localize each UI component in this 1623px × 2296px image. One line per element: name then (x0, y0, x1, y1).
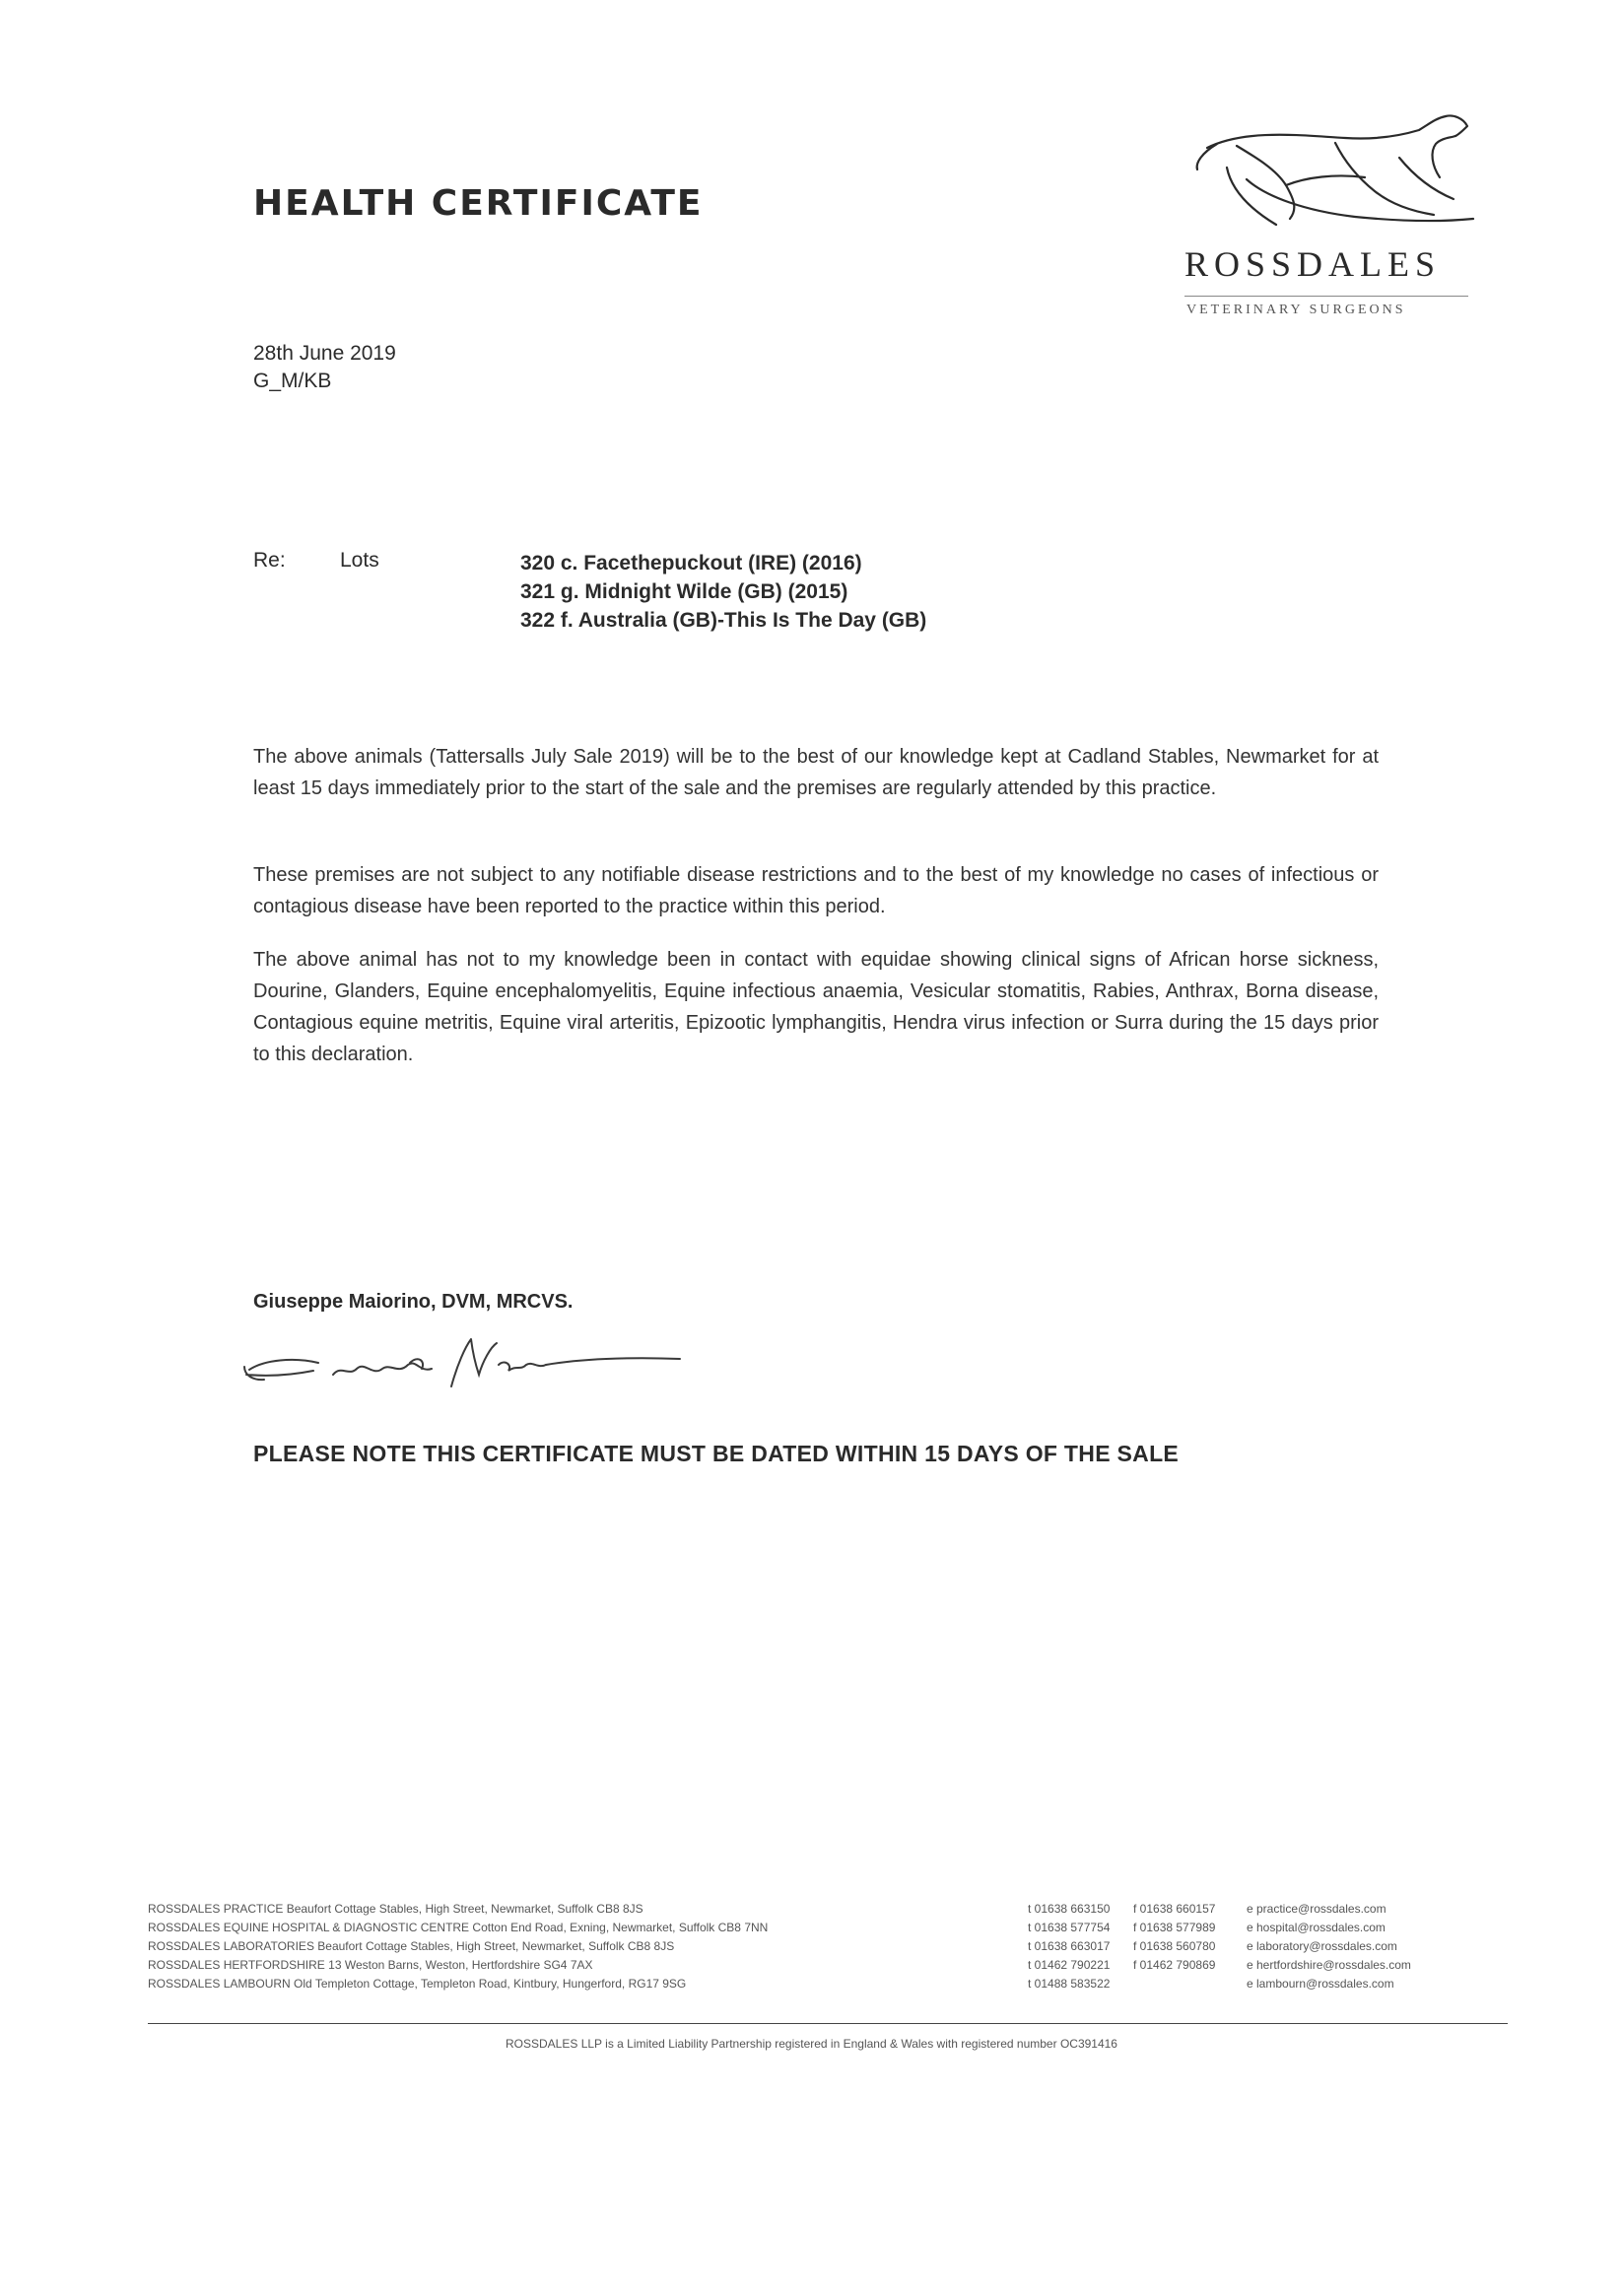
footer-address: ROSSDALES LABORATORIES Beaufort Cottage Stables, High Street, Newmarket, Suffolk CB8 8JS (148, 1939, 675, 1953)
paragraph-premises: The above animals (Tattersalls July Sale 2019) will be to the best of our knowledge kept at Cadland Stables, Newmarket for at least 15 days immediately prior to the start of the sale and the premises are regularly attended by this practice. (253, 746, 1379, 799)
logo-name: ROSSDALES (1184, 244, 1442, 284)
footer-row (148, 1939, 1508, 1958)
galloping-horse-icon (1187, 108, 1483, 236)
logo-subtitle: VETERINARY SURGEONS (1186, 303, 1406, 317)
footer-divider (148, 2023, 1508, 2024)
certificate-date: 28th June 2019 (253, 342, 396, 365)
footer-telephone: t 01638 577754 (1028, 1921, 1111, 1934)
lot-item: 321 g. Midnight Wilde (GB) (2015) (520, 580, 848, 603)
legal-notice: ROSSDALES LLP is a Limited Liability Partnership registered in England & Wales with registered number OC391416 (506, 2037, 1117, 2051)
rossdales-logo (1163, 108, 1488, 330)
footer-email: e hertfordshire@rossdales.com (1247, 1958, 1411, 1972)
footer-telephone: t 01462 790221 (1028, 1958, 1111, 1972)
document-title: HEALTH CERTIFICATE (253, 183, 704, 224)
footer-address: ROSSDALES PRACTICE Beaufort Cottage Stables, High Street, Newmarket, Suffolk CB8 8JS (148, 1902, 643, 1916)
footer-address: ROSSDALES EQUINE HOSPITAL & DIAGNOSTIC CENTRE Cotton End Road, Exning, Newmarket, Suffolk CB8 7NN (148, 1921, 769, 1934)
footer-email: e hospital@rossdales.com (1247, 1921, 1386, 1934)
logo-divider (1184, 296, 1468, 297)
footer-fax: f 01638 660157 (1133, 1902, 1216, 1916)
lot-item: 320 c. Facethepuckout (IRE) (2016) (520, 552, 862, 574)
footer-telephone: t 01488 583522 (1028, 1977, 1111, 1991)
paragraph-disease-restrictions: These premises are not subject to any notifiable disease restrictions and to the best of my knowledge no cases of infectious or contagious disease have been reported to the practice within this period. (253, 864, 1379, 917)
footer-row (148, 1921, 1508, 1939)
paragraph-contact-declaration: The above animal has not to my knowledge been in contact with equidae showing clinical signs of African horse sickness, Dourine, Glanders, Equine encephalomyelitis, Equine infectious anaemia, Vesicular stomatitis, Rabies, Anthrax, Borna disease, Contagious equine metritis, Equine viral arteritis, Epizootic lymphangitis, Hendra virus infection or Surra during the 15 days prior to this declaration. (253, 949, 1379, 1065)
lots-label: Lots (340, 549, 379, 572)
lot-item: 322 f. Australia (GB)-This Is The Day (GB) (520, 609, 927, 632)
footer-email: e laboratory@rossdales.com (1247, 1939, 1397, 1953)
footer-contacts (148, 1902, 1508, 1995)
footer-row (148, 1977, 1508, 1995)
footer-row (148, 1958, 1508, 1977)
footer-fax: f 01462 790869 (1133, 1958, 1216, 1972)
re-label: Re: (253, 549, 286, 572)
footer-telephone: t 01638 663150 (1028, 1902, 1111, 1916)
footer-row (148, 1902, 1508, 1921)
footer-fax: f 01638 560780 (1133, 1939, 1216, 1953)
dating-notice: PLEASE NOTE THIS CERTIFICATE MUST BE DATED WITHIN 15 DAYS OF THE SALE (253, 1441, 1180, 1466)
lots-list (520, 549, 926, 635)
footer-telephone: t 01638 663017 (1028, 1939, 1111, 1953)
footer-address: ROSSDALES LAMBOURN Old Templeton Cottage, Templeton Road, Kintbury, Hungerford, RG17 9SG (148, 1977, 687, 1991)
signer-name: Giuseppe Maiorino, DVM, MRCVS. (253, 1291, 574, 1313)
footer-email: e lambourn@rossdales.com (1247, 1977, 1394, 1991)
footer-address: ROSSDALES HERTFORDSHIRE 13 Weston Barns, Weston, Hertfordshire SG4 7AX (148, 1958, 593, 1972)
handwritten-signature (225, 1325, 717, 1404)
footer-fax: f 01638 577989 (1133, 1921, 1216, 1934)
reference-code: G_M/KB (253, 370, 332, 392)
footer-email: e practice@rossdales.com (1247, 1902, 1386, 1916)
